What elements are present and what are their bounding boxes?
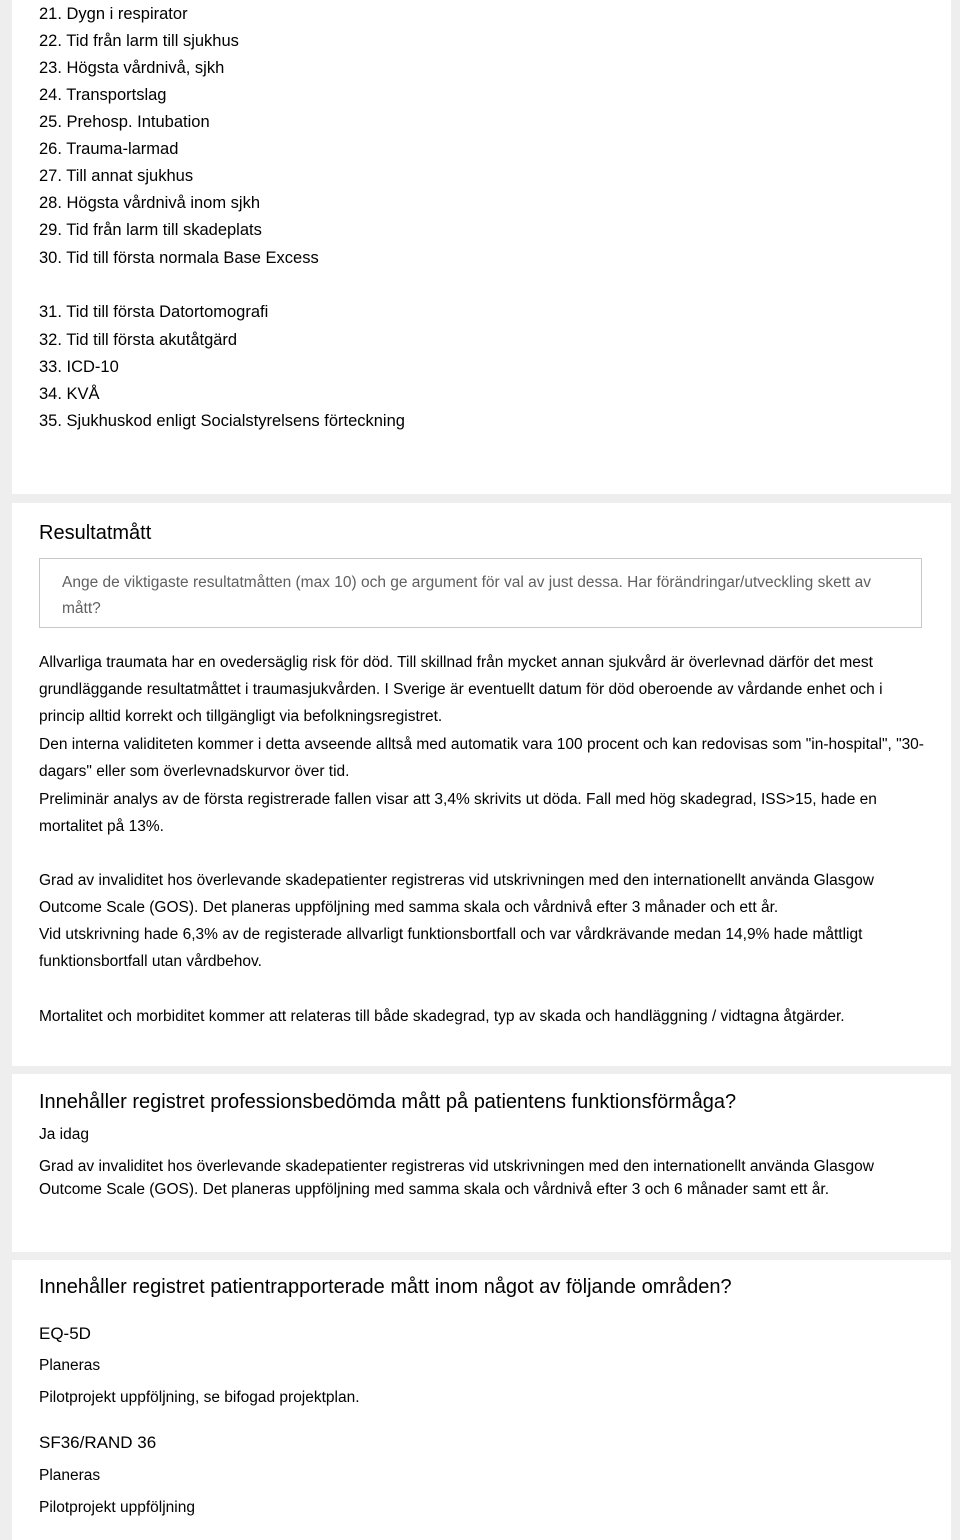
resultat-paragraph: Allvarliga traumata har en ovedersäglig risk för död. Till skillnad från mycket annan sjukvård är överlevnad därför det mest grundläggande resultatmåttet i traumasjukvården. I Sverige är eventuellt datum för död oberoende av vårdande enhet och i princip alltid korrekt och tillgängligt via befolkningsregistret.	[39, 654, 883, 725]
resultat-paragraph: Vid utskrivning hade 6,3% av de registerade allvarligt funktionsbortfall och var vårdkrävande medan 14,9% hade måttligt funktionsbortfall utan vårdbehov.	[39, 926, 863, 970]
measure-name: SF36/RAND 36	[39, 1433, 157, 1452]
list-item: 25. Prehosp. Intubation	[39, 113, 210, 131]
measure-status: Planeras	[39, 1467, 101, 1484]
resultat-heading: Resultatmått	[39, 522, 152, 544]
list-item: 27. Till annat sjukhus	[39, 167, 194, 185]
list-item: 28. Högsta vårdnivå inom sjkh	[39, 194, 261, 212]
list-item: 21. Dygn i respirator	[39, 5, 188, 23]
resultat-paragraph: Grad av invaliditet hos överlevande skadepatienter registreras vid utskrivningen med den internationellt använda Glasgow Outcome Scale (GOS). Det planeras uppföljning med samma skala och vårdnivå efter 3 månader och ett år.	[39, 872, 874, 916]
measure-name: EQ-5D	[39, 1324, 91, 1343]
list-item: 22. Tid från larm till sjukhus	[39, 32, 239, 50]
measure-status: Planeras	[39, 1357, 101, 1374]
prof-answer: Ja idag	[39, 1126, 89, 1143]
list-item: 33. ICD-10	[39, 358, 119, 376]
list-item: 34. KVÅ	[39, 385, 100, 403]
prof-heading: Innehåller registret professionsbedömda mått på patientens funktionsförmåga?	[39, 1091, 737, 1113]
list-item: 23. Högsta vårdnivå, sjkh	[39, 59, 225, 77]
list-panel	[12, 0, 951, 494]
resultat-hint-box: Ange de viktigaste resultatmåtten (max 10) och ge argument för val av just dessa. Har förändringar/utveckling skett av mått?	[39, 558, 922, 628]
list-item: 29. Tid från larm till skadeplats	[39, 221, 262, 239]
patient-heading: Innehåller registret patientrapporterade mått inom något av följande områden?	[39, 1276, 732, 1298]
resultat-paragraph: Preliminär analys av de första registrerade fallen visar att 3,4% skrivits ut döda. Fall med hög skadegrad, ISS>15, hade en mortalitet på 13%.	[39, 791, 877, 835]
list-item: 35. Sjukhuskod enligt Socialstyrelsens förteckning	[39, 412, 405, 430]
resultat-paragraph: Mortalitet och morbiditet kommer att relateras till både skadegrad, typ av skada och handläggning / vidtagna åtgärder.	[39, 1008, 845, 1025]
list-item: 30. Tid till första normala Base Excess	[39, 249, 319, 267]
prof-text: Grad av invaliditet hos överlevande skadepatienter registreras vid utskrivningen med den internationellt använda Glasgow Outcome Scale (GOS). Det planeras uppföljning med samma skala och vårdnivå efter 3 och 6 månader samt ett år.	[39, 1158, 874, 1198]
measure-note: Pilotprojekt uppföljning, se bifogad projektplan.	[39, 1389, 360, 1406]
list-item: 26. Trauma-larmad	[39, 140, 179, 158]
resultat-paragraph: Den interna validiteten kommer i detta avseende alltså med automatik vara 100 procent och kan redovisas som "in-hospital", "30-dagars" eller som överlevnadskurvor över tid.	[39, 736, 924, 780]
list-item: 32. Tid till första akutåtgärd	[39, 331, 238, 349]
list-item: 24. Transportslag	[39, 86, 167, 104]
list-item: 31. Tid till första Datortomografi	[39, 303, 269, 321]
measure-note: Pilotprojekt uppföljning	[39, 1499, 195, 1516]
